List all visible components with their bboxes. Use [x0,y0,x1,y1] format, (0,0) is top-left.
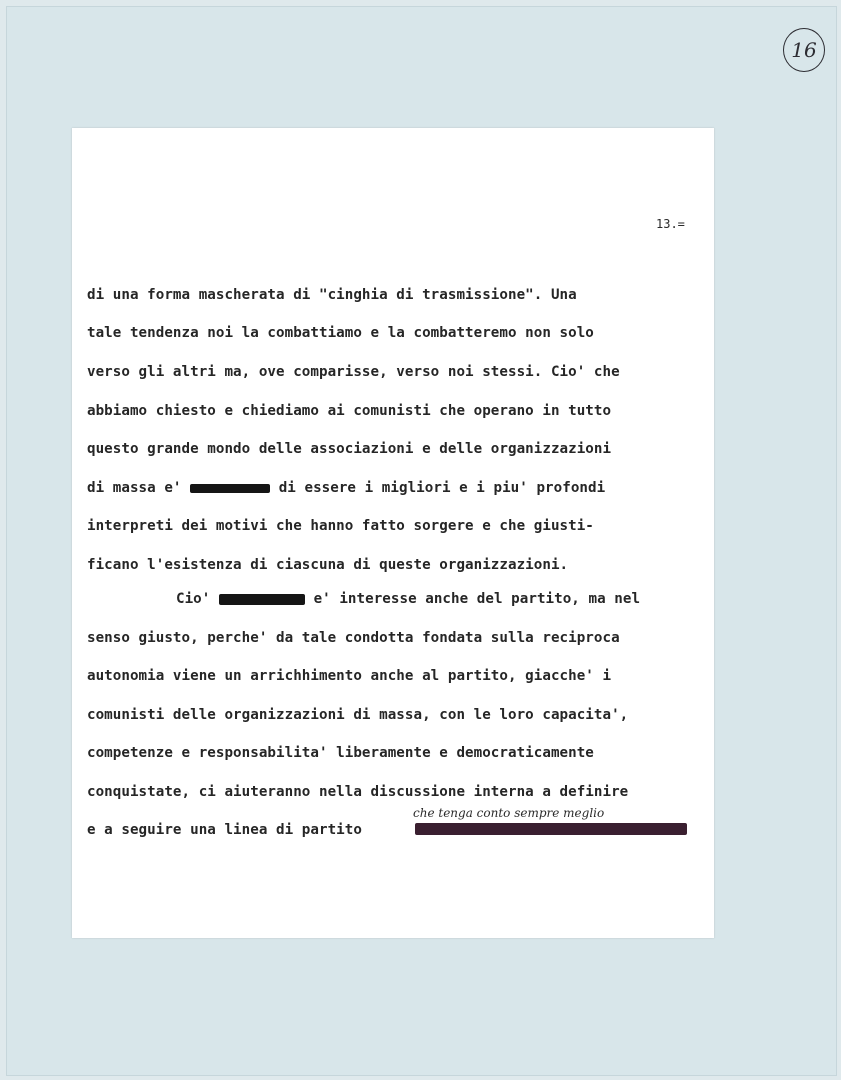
text-line: verso gli altri ma, ove comparisse, verso noi stessi. Cio' che [87,364,620,380]
redaction-mark [190,484,270,493]
text-segment: di massa e' [87,480,182,496]
text-segment: di essere i migliori e i piu' profondi [278,480,606,496]
text-line: interpreti dei motivi che hanno fatto sorgere e che giusti- [87,518,594,534]
text-line: e a seguire una linea di partito [87,822,362,838]
text-line: abbiamo chiesto e chiediamo ai comunisti che operano in tutto [87,403,612,419]
text-segment: Cio' [176,591,211,607]
redaction-mark [415,823,687,835]
sheet-number: 13.= [656,217,685,231]
text-line: competenze e responsabilita' liberamente e democraticamente [87,745,594,761]
text-line: autonomia viene un arrichhimento anche al partito, giacche' i [87,668,612,684]
text-line-redacted [87,480,605,496]
handwritten-page-number: 16 [783,28,825,72]
text-segment: e' interesse anche del partito, ma nel [313,591,641,607]
text-line: questo grande mondo delle associazioni e delle organizzazioni [87,441,612,457]
text-line: comunisti delle organizzazioni di massa, con le loro capacita', [87,707,629,723]
handwritten-insertion: che tenga conto sempre meglio [413,806,605,820]
text-line: di una forma mascherata di "cinghia di trasmissione". Una [87,287,577,303]
text-line-redacted [176,591,640,607]
text-line: senso giusto, perche' da tale condotta fondata sulla reciproca [87,630,620,646]
text-line: tale tendenza noi la combattiamo e la combatteremo non solo [87,325,594,341]
text-line: conquistate, ci aiuteranno nella discussione interna a definire [87,784,629,800]
text-line: ficano l'esistenza di ciascuna di queste organizzazioni. [87,557,569,573]
redaction-mark [219,594,305,605]
